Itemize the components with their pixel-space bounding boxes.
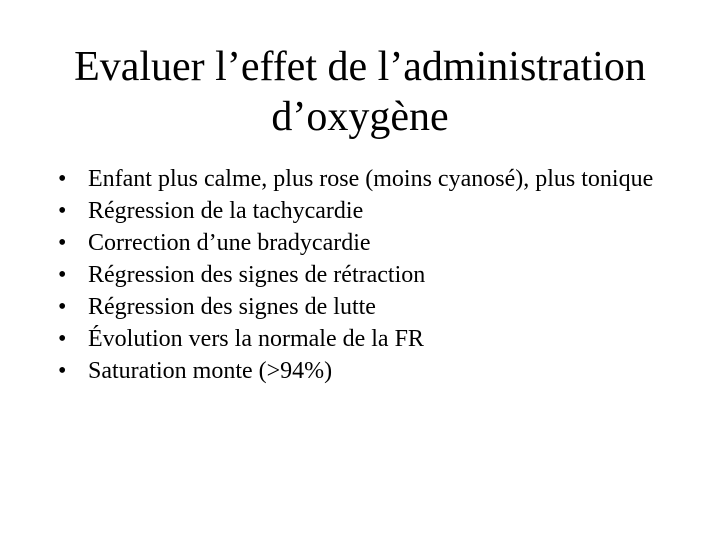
bullet-list bbox=[58, 163, 658, 387]
bullet-text: Correction d’une bradycardie bbox=[88, 230, 371, 256]
bullet-dot-icon: • bbox=[58, 326, 67, 352]
bullet-text: Régression des signes de rétraction bbox=[88, 262, 426, 288]
bullet-dot-icon: • bbox=[58, 166, 67, 192]
bullet-dot-icon: • bbox=[58, 358, 67, 384]
bullet-item-bradycardia bbox=[58, 227, 658, 259]
bullet-dot-icon: • bbox=[58, 198, 67, 224]
slide-title bbox=[30, 42, 690, 142]
bullet-item-retraction bbox=[58, 259, 658, 291]
bullet-item-saturation bbox=[58, 355, 658, 387]
bullet-item-respiratory-rate bbox=[58, 323, 658, 355]
slide-title-line-1: Evaluer l’effet de l’administration bbox=[74, 44, 646, 90]
bullet-text: Évolution vers la normale de la FR bbox=[88, 326, 424, 352]
bullet-text: Régression des signes de lutte bbox=[88, 294, 376, 320]
bullet-dot-icon: • bbox=[58, 262, 67, 288]
bullet-item-calm bbox=[58, 163, 658, 195]
bullet-dot-icon: • bbox=[58, 294, 67, 320]
bullet-item-struggle bbox=[58, 291, 658, 323]
bullet-item-tachycardia bbox=[58, 195, 658, 227]
bullet-text: Enfant plus calme, plus rose (moins cyanosé), plus tonique bbox=[88, 166, 654, 192]
bullet-dot-icon: • bbox=[58, 230, 67, 256]
bullet-text: Régression de la tachycardie bbox=[88, 198, 364, 224]
slide-title-line-2: d’oxygène bbox=[271, 94, 449, 140]
bullet-text: Saturation monte (>94%) bbox=[88, 358, 333, 384]
